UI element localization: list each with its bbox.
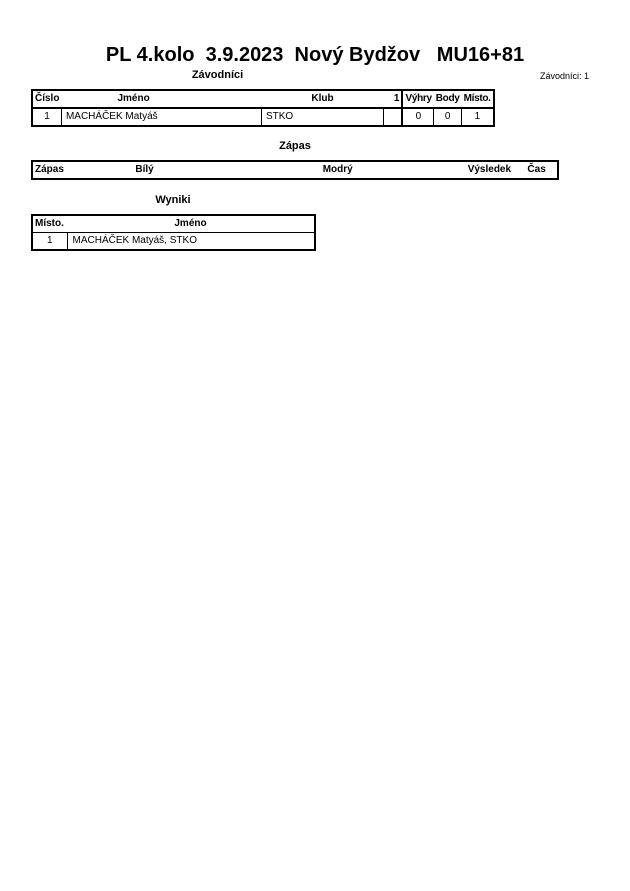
matches-heading: Zápas <box>279 140 311 152</box>
col-wins: Výhry <box>402 90 433 108</box>
row-place: 1 <box>462 108 494 126</box>
competitors-count: Závodníci: 1 <box>540 71 590 81</box>
page-title: PL 4.kolo 3.9.2023 Nový Bydžov MU16+81 <box>105 44 525 66</box>
competitors-heading: Závodníci <box>191 69 244 81</box>
table-row <box>32 233 315 251</box>
result-name: MACHÁČEK Matyáš, STKO <box>72 235 197 246</box>
col-blue: Modrý <box>322 164 353 175</box>
competitors-table <box>31 89 495 127</box>
col-match: Zápas <box>35 164 64 175</box>
col-result-place: Místo. <box>35 218 64 229</box>
col-result: Výsledek <box>467 164 512 175</box>
col-name: Jméno <box>117 93 150 104</box>
col-round: 1 <box>393 93 400 104</box>
col-white: Bílý <box>135 164 154 175</box>
col-points: Body <box>435 93 460 104</box>
matches-table <box>31 160 559 180</box>
results-heading: Wyniki <box>155 194 191 206</box>
row-name: MACHÁČEK Matyáš <box>61 108 261 126</box>
col-club: Klub <box>311 93 334 104</box>
results-table <box>31 214 316 251</box>
result-place: 1 <box>32 233 67 251</box>
row-wins: 0 <box>402 108 433 126</box>
col-result-name: Jméno <box>174 218 207 229</box>
table-row <box>32 108 494 126</box>
col-time: Čas <box>527 164 546 175</box>
col-place: Místo. <box>463 93 491 104</box>
col-number: Číslo <box>32 90 61 108</box>
row-club: STKO <box>261 108 383 126</box>
row-number: 1 <box>32 108 61 126</box>
row-round <box>383 108 402 126</box>
row-points: 0 <box>434 108 462 126</box>
